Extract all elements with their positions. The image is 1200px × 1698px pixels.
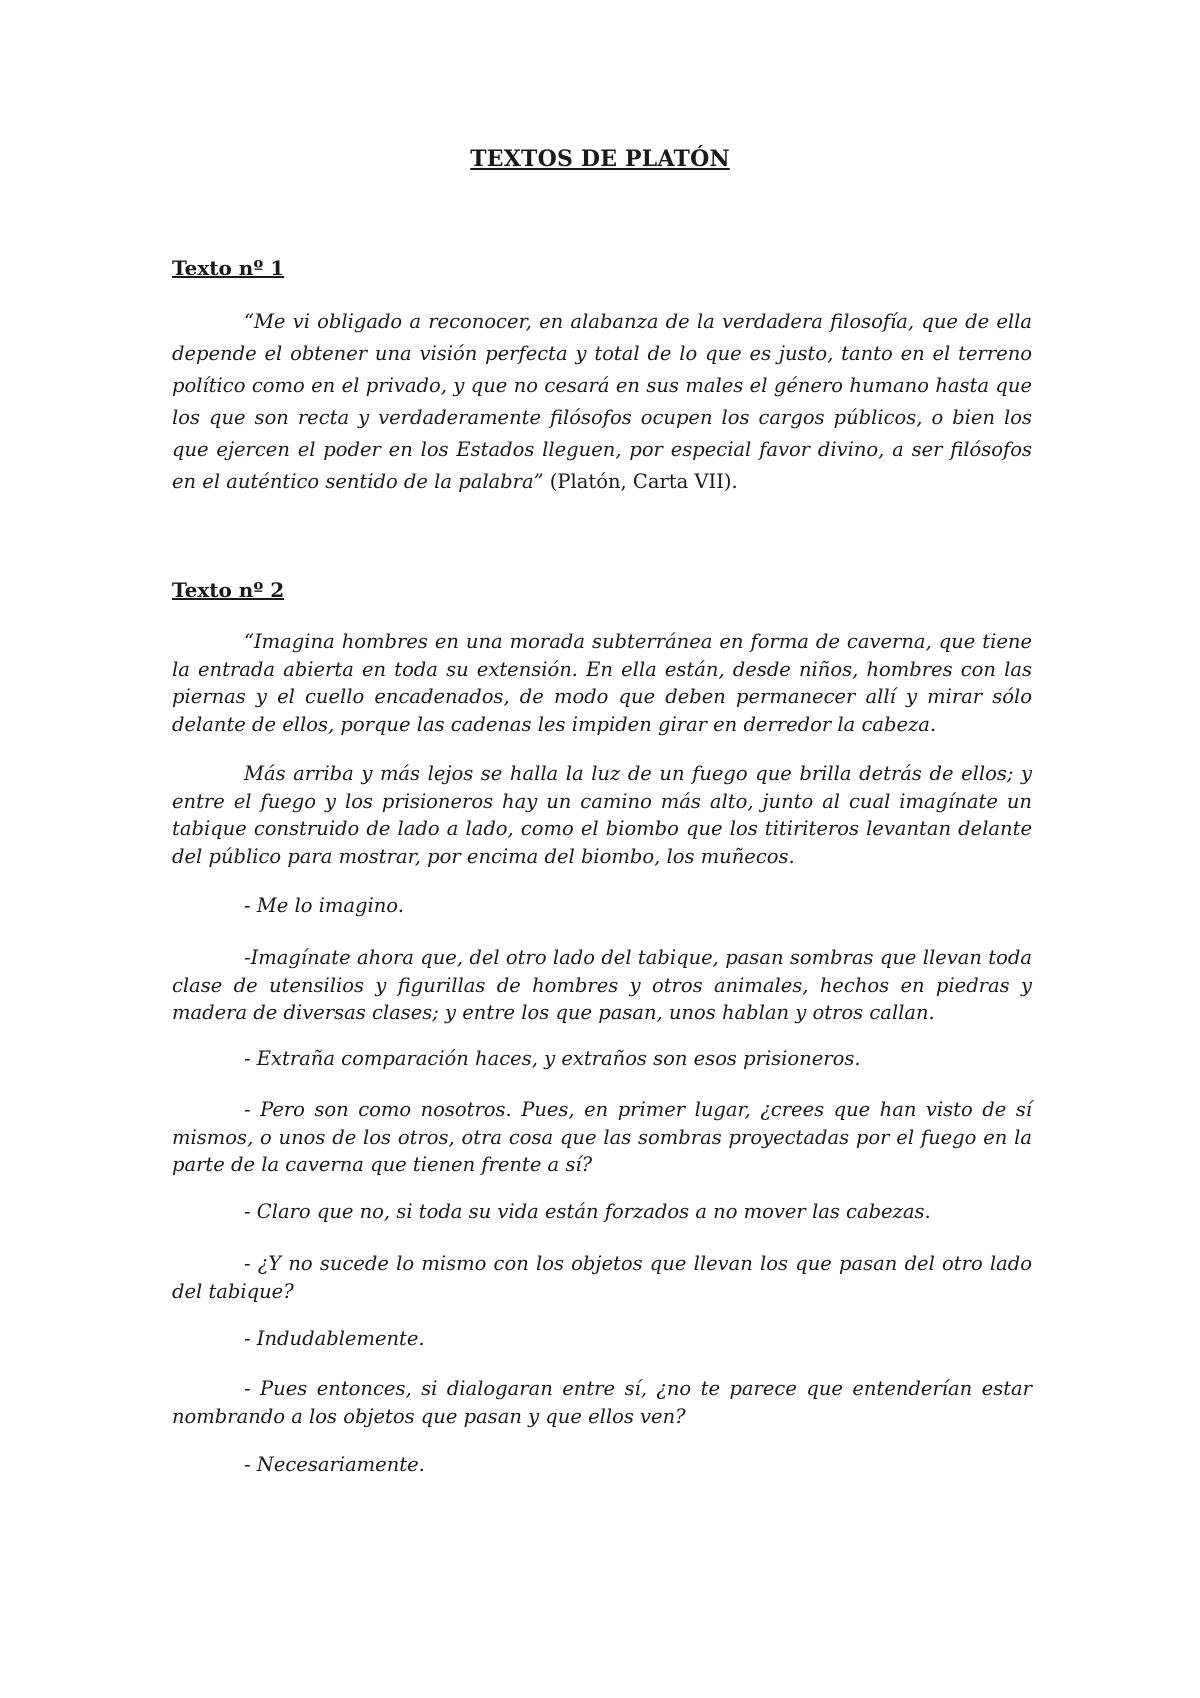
- section-heading-texto-1: Texto nº 1: [172, 256, 285, 280]
- dialogue-line-6: [172, 1250, 1032, 1305]
- dialogue-line-5: [172, 1198, 1032, 1226]
- dialogue-line-1-text: - Me lo imagino.: [244, 894, 404, 917]
- dialogue-line-2-text: -Imagínate ahora que, del otro lado del tabique, pasan sombras que llevan toda clase de utensilios y figurillas de hombres y otros animales, hechos en piedras y madera de diversas clases; y entre los que pasan, unos hablan y otros callan.: [172, 946, 1032, 1024]
- text-2-paragraph-1: [172, 628, 1032, 738]
- dialogue-line-9: [172, 1451, 1032, 1479]
- dialogue-line-3: [172, 1045, 1032, 1073]
- dialogue-line-5-text: - Claro que no, si toda su vida están forzados a no mover las cabezas.: [244, 1200, 931, 1223]
- text-2-paragraph-2: [172, 760, 1032, 870]
- text-1-paragraph: [172, 306, 1032, 498]
- dialogue-line-9-text: - Necesariamente.: [244, 1453, 425, 1476]
- dialogue-line-4: [172, 1096, 1032, 1179]
- dialogue-line-4-text: - Pero son como nosotros. Pues, en primer lugar, ¿crees que han visto de sí mismos, o unos de los otros, otra cosa que las sombras proyectadas por el fuego en la parte de la caverna que tienen frente a sí?: [172, 1098, 1032, 1176]
- dialogue-line-6-text: - ¿Y no sucede lo mismo con los objetos que llevan los que pasan del otro lado del tabique?: [172, 1252, 1032, 1303]
- text-2-paragraph-2-text: Más arriba y más lejos se halla la luz de un fuego que brilla detrás de ellos; y entre el fuego y los prisioneros hay un camino más alto, junto al cual imagínate un tabique construido de lado a lado, como el biombo que los titiriteros levantan delante del público para mostrar, por encima del biombo, los muñecos.: [172, 762, 1032, 868]
- dialogue-line-3-text: - Extraña comparación haces, y extraños son esos prisioneros.: [244, 1047, 861, 1070]
- text-1-citation: (Platón, Carta VII).: [543, 470, 738, 493]
- dialogue-line-7: [172, 1325, 1032, 1353]
- text-1-quote: “Me vi obligado a reconocer, en alabanza de la verdadera filosofía, que de ella depende el obtener una visión perfecta y total de lo que es justo, tanto en el terreno político como en el privado, y que no cesará en sus males el género humano hasta que los que son recta y verdaderamente filósofos ocupen los cargos públicos, o bien los que ejercen el poder en los Estados lleguen, por especial favor divino, a ser filósofos en el auténtico sentido de la palabra”: [172, 310, 1032, 493]
- dialogue-line-8: [172, 1375, 1032, 1430]
- dialogue-line-1: [172, 892, 1032, 920]
- text-2-paragraph-1-text: “Imagina hombres en una morada subterránea en forma de caverna, que tiene la entrada abierta en toda su extensión. En ella están, desde niños, hombres con las piernas y el cuello encadenados, de modo que deben permanecer allí y mirar sólo delante de ellos, porque las cadenas les impiden girar en derredor la cabeza.: [172, 630, 1032, 736]
- section-heading-texto-2: Texto nº 2: [172, 578, 285, 602]
- dialogue-line-7-text: - Indudablemente.: [244, 1327, 425, 1350]
- document-title: TEXTOS DE PLATÓN: [470, 146, 730, 172]
- dialogue-line-2: [172, 944, 1032, 1027]
- dialogue-line-8-text: - Pues entonces, si dialogaran entre sí, ¿no te parece que entenderían estar nombrando a los objetos que pasan y que ellos ven?: [172, 1377, 1032, 1428]
